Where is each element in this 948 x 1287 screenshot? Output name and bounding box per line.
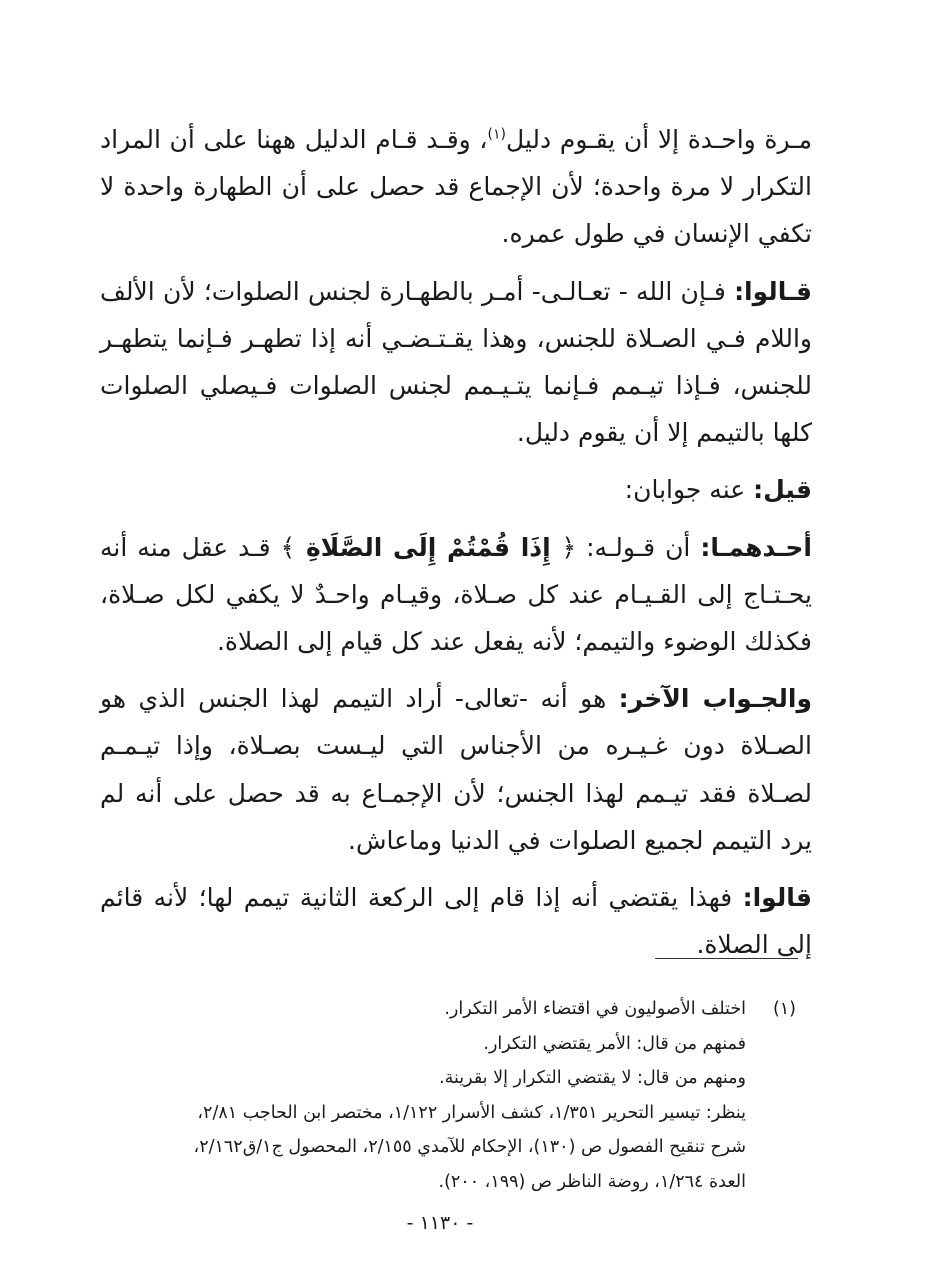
paragraph-4-label: أحـدهمـا:	[700, 532, 812, 562]
paragraph-6-label: قالوا:	[742, 883, 812, 913]
paragraph-5-label: والجـواب الآخر:	[618, 684, 812, 714]
paragraph-2-label: قـالوا:	[734, 276, 812, 306]
footnote-body	[96, 992, 746, 1199]
footnote-line: اختلف الأصوليون في اقتضاء الأمر التكرار.	[444, 999, 746, 1019]
footnote	[96, 992, 796, 1199]
paragraph-3-text: عنه جوابان:	[624, 475, 754, 505]
paragraph-4	[100, 524, 812, 666]
footnote-line: فمنهم من قال: الأمر يقتضي التكرار.	[483, 1033, 746, 1054]
footnote-line: العدة ١/٢٦٤، روضة الناظر ص (١٩٩، ٢٠٠).	[438, 1171, 746, 1192]
footnote-line: شرح تنقيح الفصول ص (١٣٠)، الإحكام للآمدي ٢/١٥٥، المحصول ج١/ق٢/١٦٢،	[193, 1137, 746, 1157]
paragraph-6-text: فهذا يقتضي أنه إذا قام إلى الركعة الثانية تيمم لها؛ لأنه قائم إلى الصلاة.	[100, 883, 812, 960]
paragraph-5-text: هو أنه -تعالى- أراد التيمم لهذا الجنس الذي هو الصـلاة دون غـيـره من الأجناس التي ليـست بصـلاة، وإذا تيـمـم لصـلاة فقد تيـمم لهذا الجنس؛ لأن الإجمـاع به قد حصل على أنه لم يرد التيمم لجميع الصلوات في الدنيا وماعاش.	[100, 684, 812, 855]
footnote-line: ينظر: تيسير التحرير ١/٣٥١، كشف الأسرار ١/١٢٢، مختصر ابن الحاجب ٢/٨١،	[197, 1102, 746, 1123]
paragraph-6	[100, 874, 812, 968]
paragraph-5	[100, 675, 812, 864]
paragraph-1-text-b: ، وقـد قـام الدليل ههنا على أن المراد التكرار لا مرة واحدة؛ لأن الإجماع قد حصل على أن الطهارة واحدة لا تكفي الإنسان في طول عمره.	[100, 125, 812, 249]
paragraph-4-text-b: ﴾ قـد عقل منه أنه يحـتـاج إلى القـيـام عند كل صـلاة، وقيـام واحـدٌ لا يكفي لكل صـلاة، فكذلك الوضوء والتيمم؛ لأنه يفعل عند كل قيام إلى الصلاة.	[100, 532, 812, 657]
paragraph-4-text-a: أن قـولـه: ﴿	[561, 532, 701, 562]
footnote-line: ومنهم من قال: لا يقتضي التكرار إلا بقرينة.	[439, 1068, 746, 1088]
footnote-number: (١)	[772, 999, 796, 1019]
paragraph-1-text-a: مـرة واحـدة إلا أن يقـوم دليل	[505, 125, 812, 154]
page-number: - ١١٣٠ -	[406, 1212, 474, 1234]
footnote-separator	[655, 958, 798, 959]
main-text	[100, 116, 812, 978]
quran-quote: إِذَا قُمْتُمْ إِلَى الصَّلَاةِ	[295, 532, 562, 562]
paragraph-1	[100, 116, 812, 258]
paragraph-3	[100, 466, 812, 513]
paragraph-3-label: قيل:	[753, 475, 812, 505]
paragraph-2	[100, 268, 812, 457]
footnote-reference: (١)	[487, 126, 506, 143]
paragraph-2-text: فـإن الله - تعـالـى- أمـر بالطهـارة لجنس الصلوات؛ لأن الألف واللام فـي الصـلاة للجنس، وهذا يقـتـضـي أنه إذا تطهـر فـإنما يتطهـر للجنس، فـإذا تيـمم فـإنما يتـيـمم لجنس الصلوات فـيصلي الصلوات كلها بالتيمم إلا أن يقوم دليل.	[100, 276, 812, 448]
